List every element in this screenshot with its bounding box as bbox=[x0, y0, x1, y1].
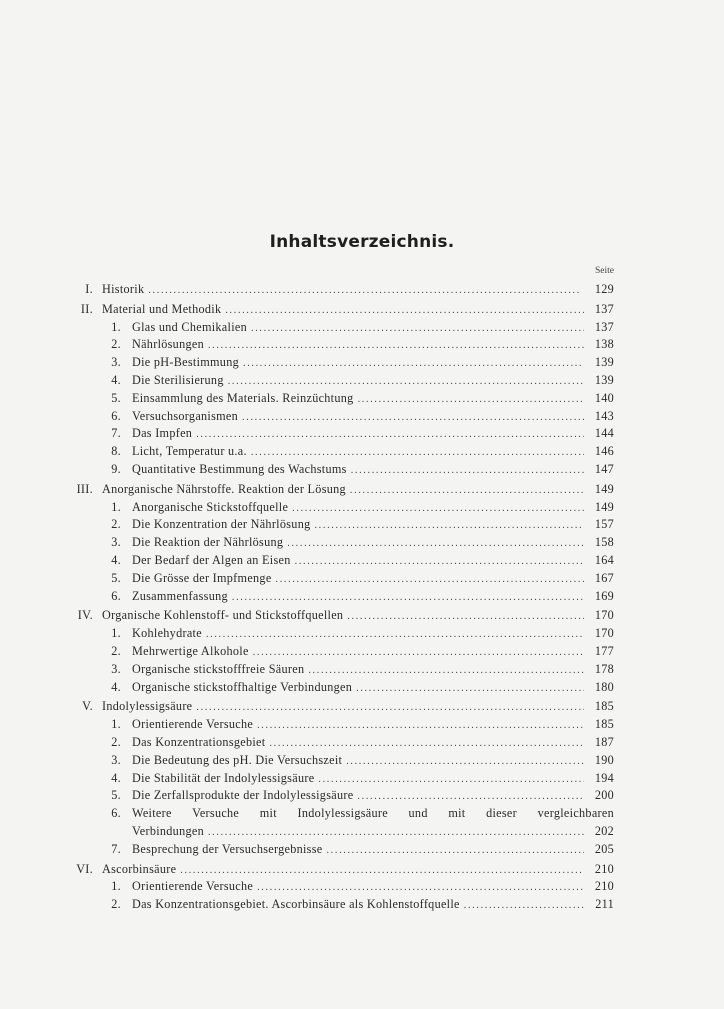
toc-entry-number: II. bbox=[80, 301, 93, 316]
toc-entry-title: Die Sterilisierung bbox=[132, 372, 224, 387]
dot-leader bbox=[314, 517, 584, 535]
toc-entry-page: 129 bbox=[594, 282, 614, 296]
dot-leader bbox=[358, 391, 584, 409]
toc-entry-title: Das Konzentrationsgebiet. Ascorbinsäure als Kohlenstoffquelle bbox=[132, 897, 460, 912]
toc-entry-title: Kohlehydrate bbox=[132, 626, 202, 641]
toc-entry bbox=[62, 534, 614, 552]
toc-entry bbox=[62, 734, 614, 752]
toc-entry-page: 138 bbox=[594, 337, 614, 352]
toc-entry-number: 6. bbox=[111, 806, 121, 821]
toc-entry-line bbox=[132, 679, 614, 698]
toc-entry bbox=[62, 752, 614, 770]
toc-entry-line bbox=[132, 443, 614, 462]
toc-entry bbox=[62, 679, 614, 697]
toc-entry bbox=[62, 319, 614, 337]
toc-entry-page: 194 bbox=[594, 770, 614, 785]
dot-leader bbox=[347, 608, 584, 626]
toc-entry bbox=[62, 499, 614, 517]
toc-entry-number: 1. bbox=[111, 879, 121, 894]
toc-entry-line bbox=[132, 588, 614, 607]
toc-entry bbox=[62, 354, 614, 372]
dot-leader bbox=[292, 500, 584, 518]
toc-entry-title: Besprechung der Versuchsergebnisse bbox=[132, 841, 323, 856]
toc-entry bbox=[62, 588, 614, 606]
toc-entry-line bbox=[132, 534, 614, 553]
toc-entry bbox=[62, 805, 614, 841]
toc-entry-page: 158 bbox=[594, 535, 614, 550]
toc-entry-page: 210 bbox=[594, 861, 614, 876]
toc-entry-page: 205 bbox=[594, 841, 614, 856]
toc-entry-page: 149 bbox=[594, 499, 614, 514]
toc-entry-title: Organische stickstofffreie Säuren bbox=[132, 661, 305, 676]
toc-entry-title: Quantitative Bestimmung des Wachstums bbox=[132, 461, 347, 476]
toc-entry-page: 167 bbox=[594, 570, 614, 585]
toc-entry-line bbox=[102, 861, 614, 880]
toc-entry-title: Organische Kohlenstoff- und Stickstoffquellen bbox=[102, 608, 344, 623]
toc-entry-title: Anorganische Nährstoffe. Reaktion der Lösung bbox=[102, 481, 346, 496]
toc-entry-page: 185 bbox=[594, 717, 614, 732]
toc-entry-line bbox=[132, 461, 614, 480]
dot-leader bbox=[206, 626, 584, 644]
toc-entry-title: Die Stabilität der Indolylessigsäure bbox=[132, 770, 315, 785]
toc-entry-line bbox=[132, 770, 614, 789]
dot-leader bbox=[257, 879, 584, 897]
table-of-contents bbox=[62, 281, 614, 914]
toc-entry-line bbox=[132, 625, 614, 644]
toc-entry-title: Weitere Versuche mit Indolylessigsäure und mit dieser vergleichbaren bbox=[132, 806, 614, 821]
toc-entry-number: 2. bbox=[111, 643, 121, 658]
toc-entry-number: 5. bbox=[111, 390, 121, 405]
toc-entry-page: 146 bbox=[594, 444, 614, 459]
dot-leader bbox=[232, 589, 584, 607]
toc-entry-page: 177 bbox=[594, 643, 614, 658]
toc-entry bbox=[62, 372, 614, 390]
toc-entry bbox=[62, 625, 614, 643]
dot-leader bbox=[295, 553, 584, 571]
toc-entry-line bbox=[132, 319, 614, 338]
dot-leader bbox=[196, 426, 584, 444]
toc-entry-number: 3. bbox=[111, 535, 121, 550]
toc-entry-title: Das Konzentrationsgebiet bbox=[132, 734, 266, 749]
toc-entry bbox=[62, 481, 614, 499]
dot-leader bbox=[242, 409, 584, 427]
toc-entry-number: 7. bbox=[111, 426, 121, 441]
toc-entry-line bbox=[132, 643, 614, 662]
toc-entry-number: 2. bbox=[111, 897, 121, 912]
toc-entry bbox=[62, 661, 614, 679]
toc-entry-title: Die Bedeutung des pH. Die Versuchszeit bbox=[132, 752, 343, 767]
toc-entry-number: 3. bbox=[111, 661, 121, 676]
toc-entry-number: 1. bbox=[111, 626, 121, 641]
toc-entry bbox=[62, 425, 614, 443]
toc-entry-page: 143 bbox=[594, 408, 614, 423]
toc-entry-line bbox=[102, 607, 614, 626]
toc-entry-number: IV. bbox=[77, 608, 93, 623]
toc-entry bbox=[62, 390, 614, 408]
dot-leader bbox=[148, 282, 584, 300]
toc-entry-number: I. bbox=[85, 282, 93, 296]
dot-leader bbox=[464, 897, 584, 915]
toc-entry bbox=[62, 461, 614, 479]
toc-entry-page: 187 bbox=[594, 734, 614, 749]
toc-entry bbox=[62, 841, 614, 859]
dot-leader bbox=[326, 842, 584, 860]
toc-entry-line bbox=[132, 570, 614, 589]
toc-entry-page: 140 bbox=[594, 390, 614, 405]
dot-leader bbox=[318, 771, 584, 789]
toc-entry-page: 139 bbox=[594, 372, 614, 387]
toc-entry-line bbox=[132, 372, 614, 391]
toc-entry-number: 3. bbox=[111, 752, 121, 767]
toc-entry-title: Indolylessigsäure bbox=[102, 699, 193, 714]
toc-entry-page: 139 bbox=[594, 355, 614, 370]
toc-entry bbox=[62, 896, 614, 914]
toc-entry-line bbox=[132, 878, 614, 897]
dot-leader bbox=[356, 680, 584, 698]
dot-leader bbox=[346, 753, 584, 771]
toc-entry bbox=[62, 716, 614, 734]
toc-entry-number: 3. bbox=[111, 355, 121, 370]
dot-leader bbox=[251, 320, 584, 338]
dot-leader bbox=[243, 355, 584, 373]
toc-entry-line bbox=[102, 281, 614, 300]
toc-entry-title: Orientierende Versuche bbox=[132, 717, 254, 732]
dot-leader bbox=[276, 571, 584, 589]
toc-entry-line bbox=[102, 481, 614, 500]
toc-entry-number: 6. bbox=[111, 588, 121, 603]
toc-entry-page: 202 bbox=[594, 823, 614, 838]
toc-entry-number: 8. bbox=[111, 444, 121, 459]
toc-entry-page: 164 bbox=[594, 552, 614, 567]
toc-entry bbox=[62, 698, 614, 716]
toc-entry-title-continued: Verbindungen bbox=[132, 823, 204, 838]
toc-entry-line bbox=[132, 716, 614, 735]
toc-entry-number: 6. bbox=[111, 408, 121, 423]
dot-leader bbox=[269, 735, 584, 753]
toc-entry-number: 2. bbox=[111, 517, 121, 532]
toc-entry-title: Mehrwertige Alkohole bbox=[132, 643, 249, 658]
toc-entry-title: Die Grösse der Impfmenge bbox=[132, 570, 272, 585]
toc-entry-title: Die pH-Bestimmung bbox=[132, 355, 239, 370]
toc-entry-line bbox=[132, 516, 614, 535]
toc-entry-line bbox=[132, 425, 614, 444]
toc-entry bbox=[62, 281, 614, 299]
toc-entry-title: Versuchsorganismen bbox=[132, 408, 239, 423]
toc-entry-line bbox=[132, 354, 614, 373]
toc-entry-number: 2. bbox=[111, 337, 121, 352]
toc-entry-number: 7. bbox=[111, 841, 121, 856]
toc-entry bbox=[62, 443, 614, 461]
toc-entry-number: 5. bbox=[111, 570, 121, 585]
toc-entry-title: Der Bedarf der Algen an Eisen bbox=[132, 552, 291, 567]
toc-entry-number: 5. bbox=[111, 788, 121, 803]
toc-entry-title: Historik bbox=[102, 282, 145, 296]
toc-entry-page: 157 bbox=[594, 517, 614, 532]
toc-entry-line bbox=[132, 499, 614, 518]
toc-entry-line bbox=[132, 552, 614, 571]
toc-entry-line bbox=[132, 841, 614, 860]
toc-entry-number: 1. bbox=[111, 319, 121, 334]
toc-entry-number: VI. bbox=[76, 861, 93, 876]
toc-entry-line bbox=[132, 896, 614, 915]
toc-entry-page: 170 bbox=[594, 626, 614, 641]
toc-entry bbox=[62, 301, 614, 319]
toc-entry-number: 4. bbox=[111, 679, 121, 694]
toc-entry-title: Glas und Chemikalien bbox=[132, 319, 247, 334]
toc-entry bbox=[62, 408, 614, 426]
toc-entry-page: 200 bbox=[594, 788, 614, 803]
toc-entry-page: 185 bbox=[594, 699, 614, 714]
toc-entry bbox=[62, 607, 614, 625]
page-title: Inhaltsverzeichnis. bbox=[269, 232, 455, 252]
toc-entry-number: 2. bbox=[111, 734, 121, 749]
toc-entry-number: 4. bbox=[111, 552, 121, 567]
dot-leader bbox=[208, 824, 584, 842]
page-column-header: Seite bbox=[595, 266, 614, 276]
toc-entry bbox=[62, 643, 614, 661]
toc-entry-line bbox=[132, 661, 614, 680]
dot-leader bbox=[251, 444, 584, 462]
dot-leader bbox=[253, 644, 584, 662]
toc-entry bbox=[62, 861, 614, 879]
dot-leader bbox=[351, 462, 584, 480]
toc-entry-title: Die Konzentration der Nährlösung bbox=[132, 517, 311, 532]
toc-entry-page: 169 bbox=[594, 588, 614, 603]
toc-entry-number: 1. bbox=[111, 499, 121, 514]
dot-leader bbox=[308, 662, 584, 680]
toc-entry-title: Licht, Temperatur u.a. bbox=[132, 444, 247, 459]
toc-entry-title: Material und Methodik bbox=[102, 301, 222, 316]
toc-entry-line bbox=[102, 301, 614, 320]
toc-entry-title: Orientierende Versuche bbox=[132, 879, 254, 894]
toc-entry-page: 144 bbox=[594, 426, 614, 441]
toc-entry-title: Das Impfen bbox=[132, 426, 193, 441]
toc-entry-page: 190 bbox=[594, 752, 614, 767]
toc-entry-number: V. bbox=[82, 699, 93, 714]
toc-entry-line bbox=[132, 752, 614, 771]
dot-leader bbox=[228, 373, 584, 391]
dot-leader bbox=[287, 535, 584, 553]
toc-entry-number: 4. bbox=[111, 770, 121, 785]
toc-entry-line bbox=[132, 336, 614, 355]
toc-entry-page: 149 bbox=[594, 481, 614, 496]
toc-entry-page: 137 bbox=[594, 319, 614, 334]
dot-leader bbox=[225, 302, 584, 320]
toc-entry bbox=[62, 570, 614, 588]
toc-entry-page: 170 bbox=[594, 608, 614, 623]
dot-leader bbox=[350, 482, 584, 500]
toc-entry-page: 180 bbox=[594, 679, 614, 694]
toc-entry-page: 137 bbox=[594, 301, 614, 316]
dot-leader bbox=[357, 788, 584, 806]
toc-entry-number: 4. bbox=[111, 372, 121, 387]
dot-leader bbox=[257, 717, 584, 735]
toc-entry bbox=[62, 516, 614, 534]
toc-entry bbox=[62, 878, 614, 896]
toc-entry-page: 147 bbox=[594, 461, 614, 476]
toc-entry-title: Einsammlung des Materials. Reinzüchtung bbox=[132, 390, 354, 405]
toc-entry-number: 1. bbox=[111, 717, 121, 732]
toc-entry bbox=[62, 552, 614, 570]
dot-leader bbox=[208, 337, 584, 355]
toc-entry-title: Anorganische Stickstoffquelle bbox=[132, 499, 289, 514]
toc-entry-line bbox=[132, 408, 614, 427]
toc-entry bbox=[62, 787, 614, 805]
toc-entry-page: 178 bbox=[594, 661, 614, 676]
toc-entry bbox=[62, 336, 614, 354]
toc-entry-title: Nährlösungen bbox=[132, 337, 204, 352]
toc-entry-line bbox=[132, 787, 614, 806]
toc-entry-line bbox=[102, 698, 614, 717]
toc-entry-line bbox=[132, 390, 614, 409]
toc-entry-line bbox=[132, 734, 614, 753]
toc-entry-number: 9. bbox=[111, 461, 121, 476]
toc-entry-title: Zusammenfassung bbox=[132, 588, 228, 603]
toc-entry-number: III. bbox=[76, 481, 93, 496]
dot-leader bbox=[180, 862, 584, 880]
toc-entry-page: 210 bbox=[594, 879, 614, 894]
toc-entry-title: Organische stickstoffhaltige Verbindungen bbox=[132, 679, 353, 694]
toc-entry bbox=[62, 770, 614, 788]
toc-entry-title: Die Zerfallsprodukte der Indolylessigsäure bbox=[132, 788, 354, 803]
toc-entry-title: Die Reaktion der Nährlösung bbox=[132, 535, 284, 550]
toc-entry-line bbox=[132, 823, 614, 842]
toc-entry-title: Ascorbinsäure bbox=[102, 861, 177, 876]
dot-leader bbox=[196, 699, 584, 717]
toc-entry-page: 211 bbox=[595, 897, 614, 912]
